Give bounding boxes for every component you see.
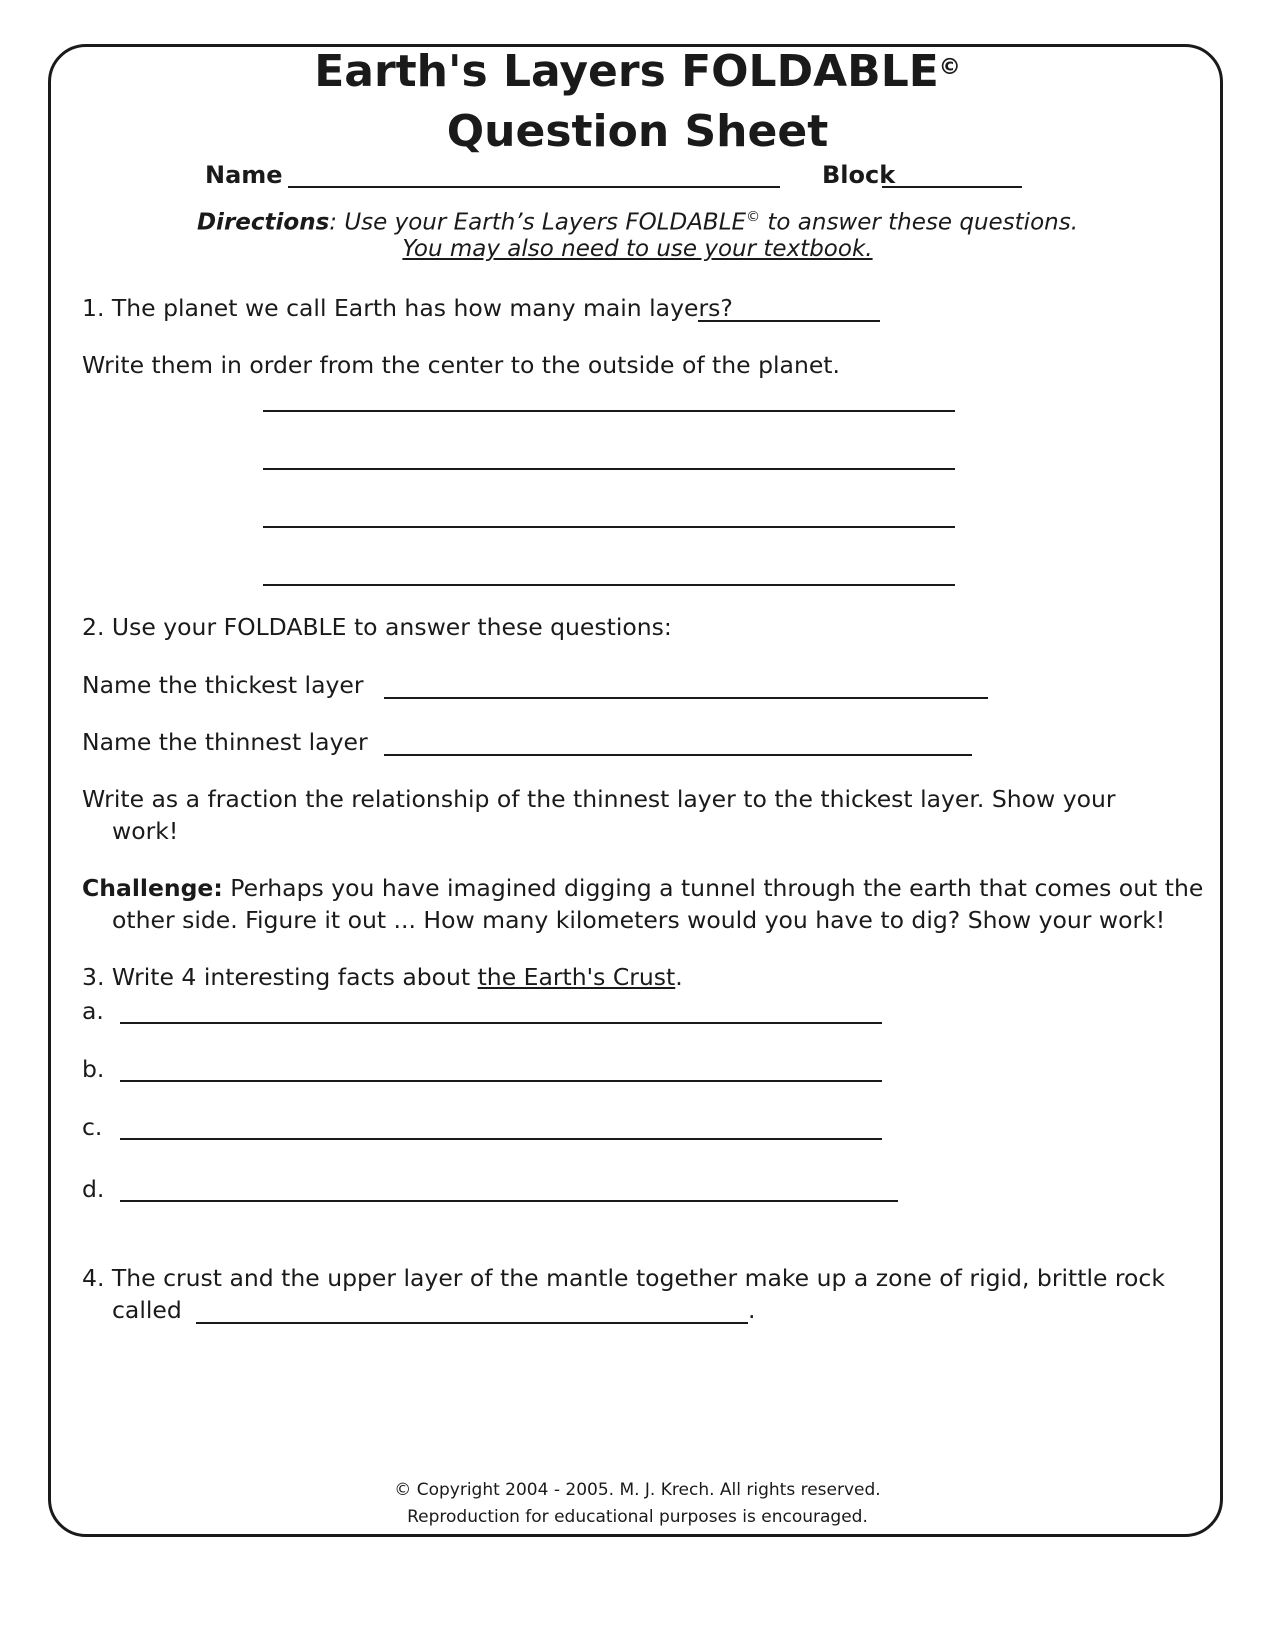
worksheet-subtitle: Question Sheet [446, 106, 829, 157]
challenge-prompt-cont: other side. Figure it out ... How many kilometers would you have to dig? Show your work! [112, 906, 1166, 934]
fact-field-d[interactable] [120, 1200, 898, 1202]
reproduction-notice: Reproduction for educational purposes is encouraged. [407, 1507, 868, 1527]
fraction-prompt: Write as a fraction the relationship of the thinnest layer to the thickest layer. Show your [82, 785, 1116, 813]
block-field[interactable] [882, 186, 1022, 188]
crust-topic: the Earth's Crust [477, 963, 676, 991]
layer-answer-line-4[interactable] [263, 584, 955, 586]
question-4-period: . [748, 1296, 756, 1324]
layer-answer-line-3[interactable] [263, 526, 955, 528]
question-1: 1. The planet we call Earth has how many main layers? [82, 294, 733, 322]
copyright-notice: © Copyright 2004 - 2005. M. J. Krech. All rights reserved. [394, 1480, 881, 1500]
fact-letter-d: d. [82, 1175, 105, 1203]
worksheet-title: Earth's Layers FOLDABLE© [314, 46, 961, 97]
thickest-layer-field[interactable] [384, 697, 988, 699]
layer-answer-line-1[interactable] [263, 410, 955, 412]
name-field[interactable] [288, 186, 780, 188]
fact-letter-b: b. [82, 1055, 105, 1083]
fact-field-b[interactable] [120, 1080, 882, 1082]
directions-note: You may also need to use your textbook. [402, 236, 873, 262]
question-2: 2. Use your FOLDABLE to answer these questions: [82, 613, 672, 641]
name-label: Name [205, 161, 283, 189]
fact-letter-a: a. [82, 997, 104, 1025]
question-3: 3. Write 4 interesting facts about the Earth's Crust. [82, 963, 683, 991]
fact-field-c[interactable] [120, 1138, 882, 1140]
block-label: Block [822, 161, 896, 189]
thickest-layer-label: Name the thickest layer [82, 671, 364, 699]
thinnest-layer-label: Name the thinnest layer [82, 728, 368, 756]
question-4-cont: called [112, 1296, 182, 1324]
challenge-label: Challenge: [82, 874, 223, 902]
challenge-prompt: Challenge: Perhaps you have imagined digging a tunnel through the earth that comes out the [82, 874, 1204, 902]
rigid-zone-field[interactable] [196, 1322, 748, 1324]
question-4: 4. The crust and the upper layer of the mantle together make up a zone of rigid, brittle rock [82, 1264, 1165, 1292]
fact-letter-c: c. [82, 1113, 103, 1141]
copyright-mark: © [938, 55, 961, 80]
thinnest-layer-field[interactable] [384, 754, 972, 756]
fraction-prompt-cont: work! [112, 817, 179, 845]
directions: Directions: Use your Earth’s Layers FOLDABLE© to answer these questions. [196, 209, 1079, 236]
directions-label: Directions [196, 209, 330, 236]
fact-field-a[interactable] [120, 1022, 882, 1024]
question-1-instruction: Write them in order from the center to the outside of the planet. [82, 351, 840, 379]
layer-count-field[interactable] [698, 320, 880, 322]
layer-answer-line-2[interactable] [263, 468, 955, 470]
